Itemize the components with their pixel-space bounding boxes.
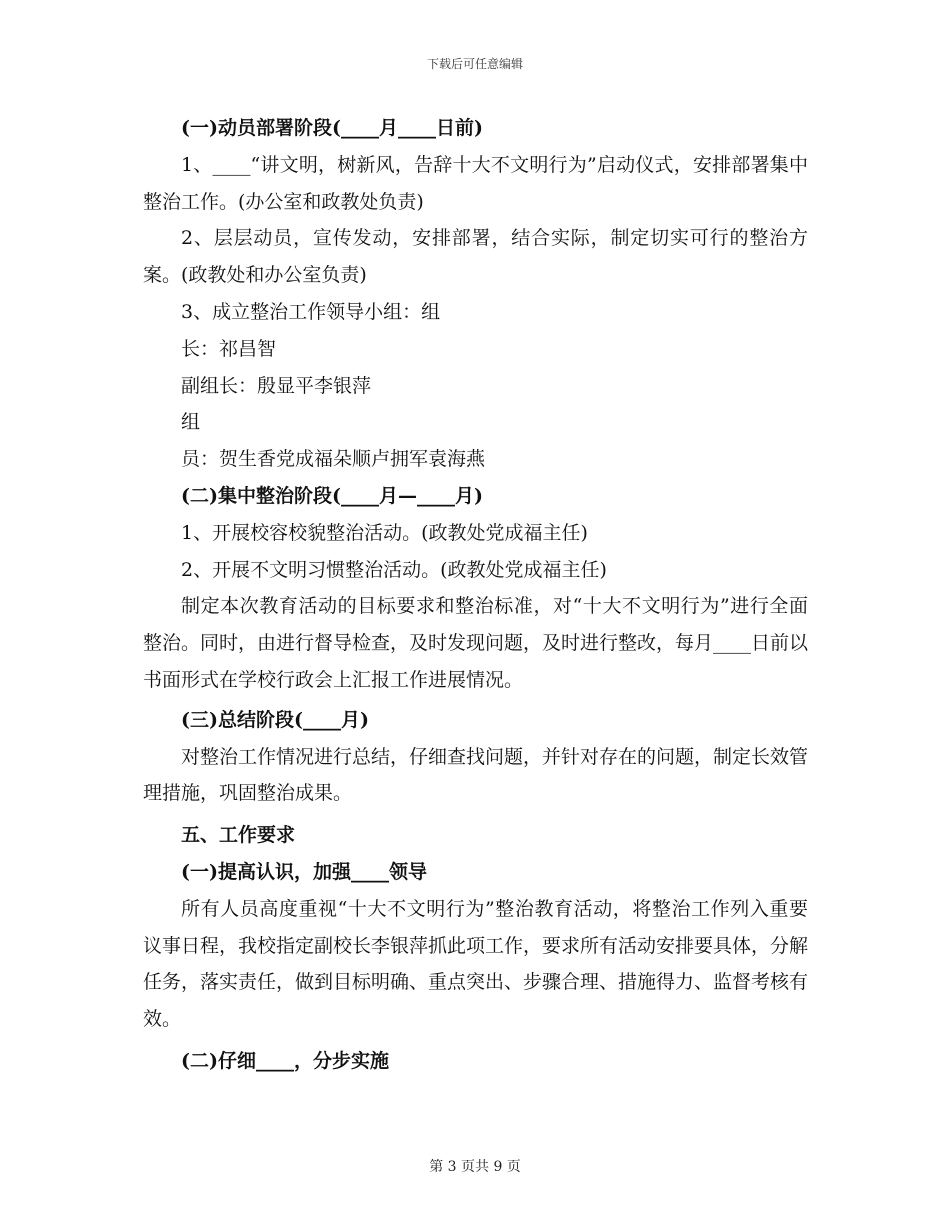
subheading-awareness: (一)提高认识，加强____领导 xyxy=(181,860,427,883)
paragraph-summary: 对整治工作情况进行总结，仔细查找问题，并针对存在的问题，制定长效管理措施，巩固整治成果。 xyxy=(143,745,809,805)
subheading-implementation: (二)仔细____，分步实施 xyxy=(181,1049,389,1072)
paragraph-habit-activity: 2、开展不文明习惯整治活动。(政教处党成福主任) xyxy=(181,558,607,581)
section-heading-summary: (三)总结阶段(____月) xyxy=(181,708,369,731)
paragraph-members: 员：贺生香党成福朵顺卢拥军袁海燕 xyxy=(181,448,486,471)
section-heading-requirements: 五、工作要求 xyxy=(181,824,296,847)
paragraph-awareness: 所有人员高度重视“十大不文明行为”整治教育活动，将整治工作列入重要议事日程，我校指定副校长李银萍抓此项工作，要求所有活动安排要具体，分解任务，落实责任，做到目标明确、重点突出、步骤合理、措施得力、监督考核有效。 xyxy=(143,897,809,1031)
section-heading-rectification: (二)集中整治阶段(____月—____月) xyxy=(181,484,483,507)
paragraph-item-2: 2、层层动员，宣传发动，安排部署，结合实际，制定切实可行的整治方案。(政教处和办公室负责) xyxy=(143,227,808,287)
paragraph-group: 组 xyxy=(181,411,201,434)
section-heading-mobilization: (一)动员部署阶段(____月____日前) xyxy=(181,117,483,139)
paragraph-campus-activity: 1、开展校容校貌整治活动。(政教处党成福主任) xyxy=(181,521,588,544)
page-header: 下载后可任意编辑 xyxy=(426,57,523,71)
paragraph-item-3: 3、成立整治工作领导小组：组 xyxy=(181,300,441,323)
document-body xyxy=(143,110,808,1080)
paragraph-group-leader: 长：祁昌智 xyxy=(181,337,277,360)
paragraph-item-1: 1、____“讲文明，树新风，告辞十大不文明行为”启动仪式，安排部署集中整治工作。(办公室和政教处负责) xyxy=(143,153,808,213)
paragraph-deputy-leader: 副组长：殷显平李银萍 xyxy=(181,374,372,397)
page-footer: 第 3 页共 9 页 xyxy=(429,1159,521,1175)
paragraph-standards: 制定本次教育活动的目标要求和整治标准，对“十大不文明行为”进行全面整治。同时，由进行督导检查，及时发现问题，及时进行整改，每月____日前以书面形式在学校行政会上汇报工作进展情况。 xyxy=(143,595,809,691)
